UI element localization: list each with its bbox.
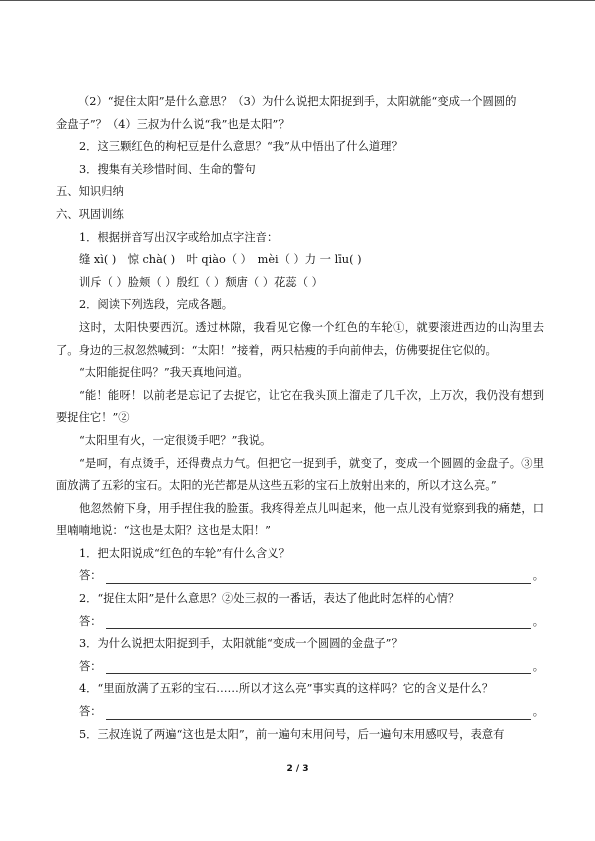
answer-label: 答： <box>79 659 102 673</box>
answer-line <box>56 611 544 634</box>
paragraph: “能！能呀！以前老是忘记了去捉它，让它在我头顶上溜走了几千次，上万次，我仍没有想到要捉住它！”② <box>56 388 544 425</box>
text-line: 六、巩固训练 <box>56 207 124 221</box>
answer-end-mark: 。 <box>532 659 544 673</box>
document-body <box>56 91 544 746</box>
answer-line <box>56 656 544 679</box>
text-line: 3．为什么说把太阳捉到手，太阳就能“变成一个圆圆的金盘子”？ <box>79 637 403 651</box>
text-line: 2．阅读下列选段，完成各题。 <box>79 298 234 312</box>
text-line: 4．“里面放满了五彩的宝石……所以才这么亮”事实真的这样吗？它的含义是什么？ <box>79 682 494 696</box>
answer-label: 答： <box>79 705 102 719</box>
text-line: 2．这三颗红色的枸杞豆是什么意思？“我”从中悟出了什么道理？ <box>79 140 403 154</box>
answer-line <box>56 701 544 724</box>
text-line: 训斥（ ）脸颊（ ）殷红（ ）颓唐（ ）花蕊（ ） <box>79 275 323 289</box>
answer-blank[interactable] <box>106 704 531 720</box>
answer-line <box>56 565 544 588</box>
paragraph: “太阳里有火，一定很烫手吧？”我说。 <box>79 433 272 447</box>
answer-label: 答： <box>79 614 102 628</box>
answer-label: 答： <box>79 569 102 583</box>
text-line: （2）“捉住太阳”是什么意思？（3）为什么说把太阳捉到手，太阳就能“变成一个圆圆的 <box>78 95 517 108</box>
answer-blank[interactable] <box>106 658 531 674</box>
text-line: 缝 xì( ) 惊 chà( ) 叶 qiào（ ） mèi（ ）力 一 līu( ) <box>79 253 362 267</box>
answer-blank[interactable] <box>106 613 531 629</box>
answer-end-mark: 。 <box>532 569 544 583</box>
paragraph: “太阳能捉住吗？”我天真地问道。 <box>79 366 249 380</box>
text-line: 1．根据拼音写出汉字或给加点字注音： <box>79 230 279 244</box>
page-number: 2 / 3 <box>286 764 309 774</box>
text-line: 5．三叔连说了两遍“这也是太阳”，前一遍句末用问号，后一遍句末用感叹号，表意有 <box>79 727 505 741</box>
text-line: 五、知识归纳 <box>56 185 124 199</box>
answer-end-mark: 。 <box>532 614 544 628</box>
text-line: 2．“捉住太阳”是什么意思？②处三叔的一番话，表达了他此时怎样的心情？ <box>79 592 460 606</box>
paragraph: 他忽然俯下身，用手捏住我的脸蛋。我疼得差点儿叫起来，他一点儿没有觉察到我的痛楚，口里喃喃地说：“这也是太阳？这也是太阳！” <box>56 501 544 538</box>
paragraph: 这时，太阳快要西沉。透过林隙，我看见它像一个红色的车轮①，就要滚进西边的山沟里去了。身边的三叔忽然喊到：“太阳！”接着，两只枯瘦的手向前伸去，仿佛要捉住它似的。 <box>56 320 544 357</box>
answer-end-mark: 。 <box>532 705 544 719</box>
text-line: 1．把太阳说成“红色的车轮”有什么含义？ <box>79 546 290 560</box>
top-border-line <box>0 0 595 1</box>
text-line: 金盘子”？（4）三叔为什么说“我”也是太阳”？ <box>56 117 290 131</box>
text-line: 3．搜集有关珍惜时间、生命的警句 <box>79 162 256 176</box>
paragraph: “是呵，有点烫手，还得费点力气。但把它一捉到手，就变了，变成一个圆圆的金盘子。③里面放满了五彩的宝石。太阳的光芒都是从这些五彩的宝石上放射出来的，所以才这么亮。” <box>56 456 544 493</box>
answer-blank[interactable] <box>106 568 531 584</box>
